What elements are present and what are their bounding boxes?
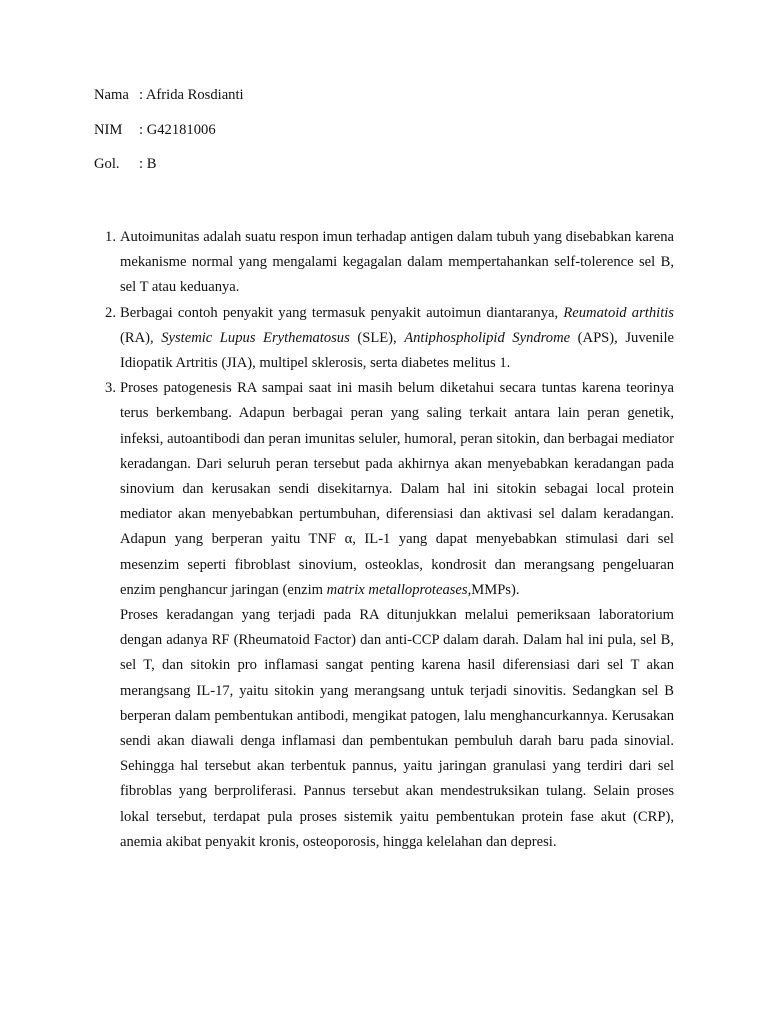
nama-label: Nama: [94, 87, 129, 103]
list-item: [94, 376, 674, 855]
nim-value: : G42181006: [139, 121, 216, 138]
gol-row: [94, 156, 244, 173]
nama-value: : Afrida Rosdianti: [139, 87, 244, 103]
student-header: [94, 87, 244, 191]
item-number: 1.: [105, 229, 116, 245]
answer-list: [94, 225, 674, 855]
item-number: 3.: [105, 380, 116, 397]
list-item: [94, 301, 674, 377]
item-paragraph-1: Proses patogenesis RA sampai saat ini masih belum diketahui secara tuntas karena teorinya terus berkembang. Adapun berbagai peran yang saling terkait antara lain peran genetik, infeksi, autoantibodi dan peran imunitas seluler, humoral, peran sitokin, dan berbagai mediator keradangan. Dari seluruh peran tersebut pada akhirnya akan menyebabkan keradangan pada sinovium dan kerusakan sendi disekitarnya. Dalam hal ini sitokin sebagai local protein mediator akan menyebabkan pertumbuhan, diferensiasi dan aktivasi sel dalam keradangan. Adapun yang berperan yaitu TNF α, IL-1 yang dapat menyebabkan stimulasi dari sel mesenzim seperti fibroblast sinovium, osteoklas, kondrosit dan merangsang pengeluaran enzim penghancur jaringan (enzim matrix metalloproteases,MMPs).: [120, 380, 674, 598]
nim-label: NIM: [94, 121, 123, 138]
list-item: [94, 225, 674, 301]
nama-row: [94, 87, 244, 104]
term-matrix-metalloproteases: matrix metalloproteases: [326, 581, 468, 598]
item-paragraph-2: Proses keradangan yang terjadi pada RA ditunjukkan melalui pemeriksaan laboratorium dengan adanya RF (Rheumatoid Factor) dan anti-CCP dalam darah. Dalam hal ini pula, sel B, sel T, dan sitokin pro inflamasi sangat penting karena hasil diferensiasi dari sel T akan merangsang IL-17, yaitu sitokin yang merangsang untuk terjadi sinovitis. Sedangkan sel B berperan dalam pembentukan antibodi, mengikat patogen, lalu menghancurkannya. Kerusakan sendi akan diawali denga inflamasi dan pembentukan pembuluh darah baru pada sinovial. Sehingga hal tersebut akan terbentuk pannus, yaitu jaringan granulasi yang terdiri dari sel fibroblas yang berproliferasi. Pannus tersebut akan mendestruksikan tulang. Selain proses lokal tersebut, terdapat pula proses sistemik yaitu pembentukan protein fase akut (CRP), anemia akibat penyakit kronis, osteoporosis, hingga kelelahan dan depresi.: [120, 607, 674, 850]
gol-label: Gol.: [94, 156, 120, 172]
gol-value: : B: [139, 156, 157, 172]
term-sle: Systemic Lupus Erythematosus: [161, 329, 350, 346]
nim-row: [94, 122, 244, 139]
item-text: Berbagai contoh penyakit yang termasuk penyakit autoimun diantaranya, Reumatoid arthitis (RA), Systemic Lupus Erythematosus (SLE), Antiphospholipid Syndrome (APS), Juvenile Idiopatik Artritis (JIA), multipel sklerosis, serta diabetes melitus 1.: [120, 304, 674, 372]
term-aps: Antiphospholipid Syndrome: [404, 329, 571, 346]
item-text: Autoimunitas adalah suatu respon imun terhadap antigen dalam tubuh yang disebabkan karena mekanisme normal yang mengalami kegagalan dalam mempertahankan self-tolerence sel B, sel T atau keduanya.: [120, 229, 674, 296]
item-number: 2.: [105, 304, 116, 321]
term-reumatoid-arthitis: Reumatoid arthitis: [563, 304, 674, 321]
